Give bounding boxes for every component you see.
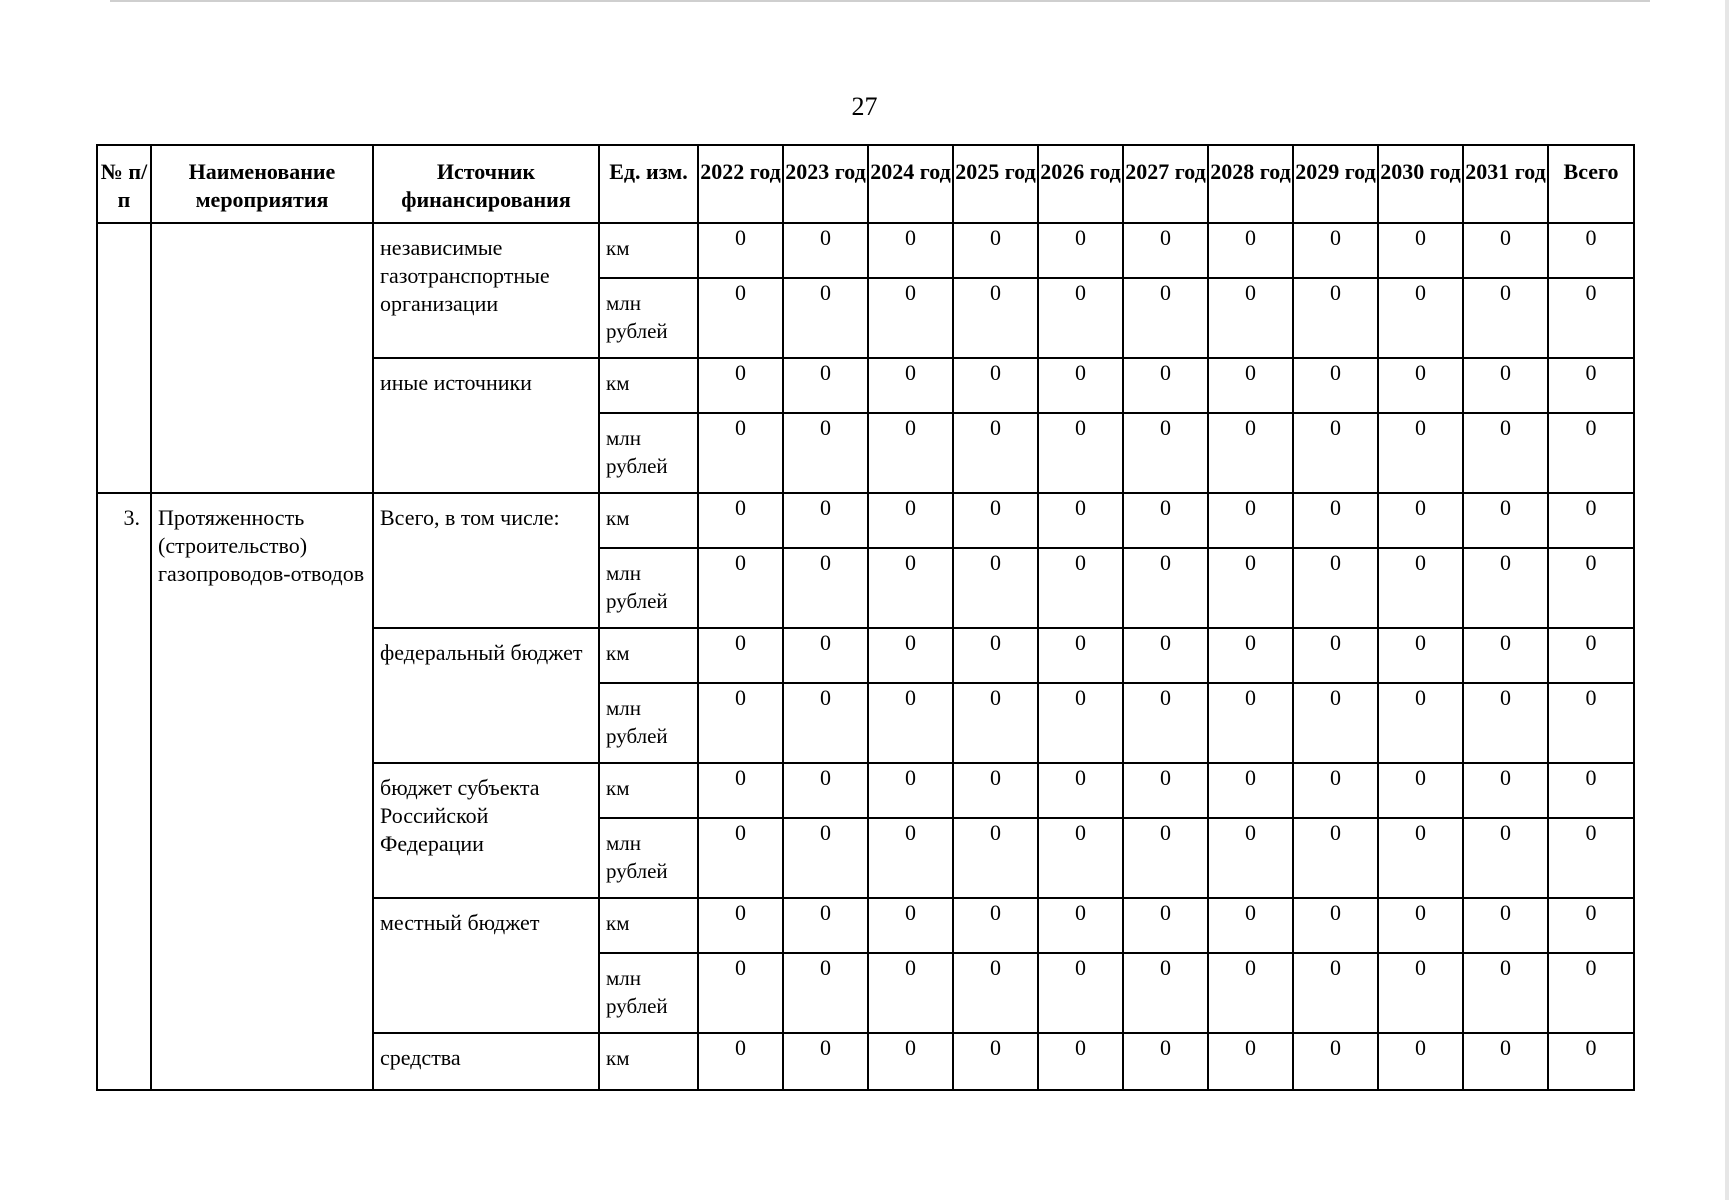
cell-total: 0 [1548, 763, 1634, 818]
unit-text: км [606, 236, 630, 260]
cell-value: 0 [1038, 413, 1123, 493]
cell-value: 0 [868, 818, 953, 898]
header-year-2025: 2025 год [953, 145, 1038, 223]
cell-total: 0 [1548, 278, 1634, 358]
cell-unit [599, 898, 698, 953]
cell-total: 0 [1548, 223, 1634, 278]
cell-value: 0 [1463, 953, 1548, 1033]
cell-value: 0 [953, 223, 1038, 278]
cell-value: 0 [1463, 1033, 1548, 1090]
unit-text: км [606, 371, 630, 395]
cell-value: 0 [1378, 493, 1463, 548]
cell-value: 0 [1208, 548, 1293, 628]
page-number: 27 [851, 92, 878, 121]
cell-value: 0 [1378, 763, 1463, 818]
cell-name [151, 493, 373, 1090]
item-number: 3. [123, 505, 140, 530]
cell-unit [599, 818, 698, 898]
cell-value: 0 [1378, 683, 1463, 763]
cell-value: 0 [698, 818, 783, 898]
cell-value: 0 [1378, 548, 1463, 628]
header-year-2027: 2027 год [1123, 145, 1208, 223]
unit-text: млн рублей [606, 831, 668, 883]
cell-value: 0 [1293, 493, 1378, 548]
cell-value: 0 [1208, 223, 1293, 278]
cell-value: 0 [1293, 358, 1378, 413]
cell-value: 0 [1038, 818, 1123, 898]
cell-value: 0 [1208, 953, 1293, 1033]
unit-text: млн рублей [606, 966, 668, 1018]
cell-name-empty [151, 223, 373, 493]
unit-text: км [606, 911, 630, 935]
cell-value: 0 [1038, 278, 1123, 358]
cell-unit [599, 1033, 698, 1090]
cell-unit [599, 278, 698, 358]
cell-value: 0 [1123, 278, 1208, 358]
cell-value: 0 [1208, 413, 1293, 493]
cell-unit [599, 223, 698, 278]
cell-value: 0 [1038, 763, 1123, 818]
cell-total: 0 [1548, 628, 1634, 683]
cell-value: 0 [868, 223, 953, 278]
cell-value: 0 [1038, 1033, 1123, 1090]
header-year-2029: 2029 год [1293, 145, 1378, 223]
cell-value: 0 [783, 683, 868, 763]
cell-unit [599, 493, 698, 548]
cell-value: 0 [1293, 898, 1378, 953]
cell-value: 0 [698, 278, 783, 358]
unit-text: км [606, 776, 630, 800]
cell-value: 0 [868, 278, 953, 358]
cell-value: 0 [1463, 548, 1548, 628]
cell-value: 0 [1123, 898, 1208, 953]
cell-value: 0 [1378, 278, 1463, 358]
cell-value: 0 [698, 763, 783, 818]
cell-value: 0 [783, 413, 868, 493]
cell-value: 0 [1293, 818, 1378, 898]
cell-value: 0 [1463, 413, 1548, 493]
cell-value: 0 [953, 818, 1038, 898]
cell-value: 0 [1208, 358, 1293, 413]
cell-total: 0 [1548, 358, 1634, 413]
cell-value: 0 [1463, 898, 1548, 953]
unit-text: км [606, 1046, 630, 1070]
cell-total: 0 [1548, 548, 1634, 628]
header-name: Наименование мероприятия [151, 145, 373, 223]
unit-text: млн рублей [606, 291, 668, 343]
cell-value: 0 [783, 223, 868, 278]
table-row [97, 223, 1634, 278]
cell-total: 0 [1548, 1033, 1634, 1090]
cell-value: 0 [1208, 818, 1293, 898]
cell-value: 0 [1208, 628, 1293, 683]
header-year-2031: 2031 год [1463, 145, 1548, 223]
cell-value: 0 [698, 628, 783, 683]
source-text: федеральный бюджет [380, 640, 583, 665]
cell-value: 0 [1378, 818, 1463, 898]
header-year-2030: 2030 год [1378, 145, 1463, 223]
cell-value: 0 [1038, 683, 1123, 763]
cell-unit [599, 763, 698, 818]
cell-value: 0 [1293, 548, 1378, 628]
cell-value: 0 [698, 493, 783, 548]
cell-value: 0 [698, 548, 783, 628]
cell-value: 0 [1208, 763, 1293, 818]
cell-value: 0 [1378, 223, 1463, 278]
cell-value: 0 [1293, 413, 1378, 493]
header-unit: Ед. изм. [599, 145, 698, 223]
cell-value: 0 [1463, 628, 1548, 683]
cell-value: 0 [1123, 953, 1208, 1033]
cell-total: 0 [1548, 683, 1634, 763]
cell-value: 0 [783, 1033, 868, 1090]
cell-value: 0 [868, 358, 953, 413]
header-total: Всего [1548, 145, 1634, 223]
cell-value: 0 [868, 763, 953, 818]
cell-value: 0 [783, 898, 868, 953]
cell-value: 0 [1378, 358, 1463, 413]
cell-value: 0 [868, 683, 953, 763]
cell-value: 0 [1038, 223, 1123, 278]
cell-total: 0 [1548, 953, 1634, 1033]
cell-value: 0 [868, 1033, 953, 1090]
cell-value: 0 [1293, 763, 1378, 818]
cell-unit [599, 953, 698, 1033]
cell-value: 0 [1463, 278, 1548, 358]
cell-value: 0 [953, 628, 1038, 683]
cell-value: 0 [1293, 953, 1378, 1033]
cell-value: 0 [868, 413, 953, 493]
cell-num [97, 493, 151, 1090]
cell-value: 0 [1293, 1033, 1378, 1090]
cell-value: 0 [1208, 1033, 1293, 1090]
cell-value: 0 [868, 953, 953, 1033]
cell-value: 0 [1123, 548, 1208, 628]
cell-unit [599, 548, 698, 628]
cell-total: 0 [1548, 493, 1634, 548]
unit-text: млн рублей [606, 561, 668, 613]
table-row [97, 493, 1634, 548]
cell-value: 0 [1208, 898, 1293, 953]
cell-value: 0 [953, 1033, 1038, 1090]
source-text: местный бюджет [380, 910, 540, 935]
unit-text: км [606, 506, 630, 530]
cell-value: 0 [953, 358, 1038, 413]
cell-value: 0 [783, 763, 868, 818]
source-text: независимые газотранспортные организации [380, 235, 550, 316]
header-year-2026: 2026 год [1038, 145, 1123, 223]
cell-value: 0 [698, 683, 783, 763]
cell-value: 0 [1208, 278, 1293, 358]
cell-total: 0 [1548, 898, 1634, 953]
cell-value: 0 [953, 493, 1038, 548]
header-year-2024: 2024 год [868, 145, 953, 223]
header-year-2022: 2022 год [698, 145, 783, 223]
source-text: иные источники [380, 370, 532, 395]
cell-value: 0 [698, 953, 783, 1033]
cell-value: 0 [1038, 628, 1123, 683]
header-num: № п/п [97, 145, 151, 223]
cell-value: 0 [1378, 1033, 1463, 1090]
cell-value: 0 [783, 278, 868, 358]
cell-value: 0 [783, 358, 868, 413]
cell-value: 0 [1123, 818, 1208, 898]
cell-value: 0 [953, 898, 1038, 953]
cell-value: 0 [868, 898, 953, 953]
cell-value: 0 [1378, 898, 1463, 953]
cell-unit [599, 683, 698, 763]
cell-unit [599, 358, 698, 413]
cell-value: 0 [953, 278, 1038, 358]
cell-value: 0 [783, 548, 868, 628]
cell-value: 0 [783, 493, 868, 548]
cell-source [373, 628, 599, 763]
funding-table [96, 144, 1635, 1091]
cell-value: 0 [1123, 683, 1208, 763]
cell-value: 0 [698, 223, 783, 278]
cell-source [373, 763, 599, 898]
cell-value: 0 [1123, 358, 1208, 413]
cell-value: 0 [1123, 413, 1208, 493]
unit-text: км [606, 641, 630, 665]
scan-edge-right [1725, 0, 1729, 1200]
cell-value: 0 [868, 493, 953, 548]
cell-value: 0 [783, 818, 868, 898]
cell-value: 0 [783, 953, 868, 1033]
header-source: Источник финансирования [373, 145, 599, 223]
cell-source [373, 223, 599, 358]
cell-value: 0 [1293, 628, 1378, 683]
cell-value: 0 [698, 898, 783, 953]
cell-value: 0 [783, 628, 868, 683]
scan-edge-top [110, 0, 1650, 2]
header-year-2023: 2023 год [783, 145, 868, 223]
unit-text: млн рублей [606, 696, 668, 748]
cell-value: 0 [698, 1033, 783, 1090]
cell-value: 0 [1038, 548, 1123, 628]
source-text: бюджет субъекта Российской Федерации [380, 775, 540, 856]
cell-value: 0 [1463, 493, 1548, 548]
cell-value: 0 [1293, 278, 1378, 358]
cell-value: 0 [1463, 818, 1548, 898]
cell-value: 0 [953, 413, 1038, 493]
cell-value: 0 [1038, 358, 1123, 413]
cell-value: 0 [698, 358, 783, 413]
cell-value: 0 [1123, 493, 1208, 548]
cell-value: 0 [1123, 763, 1208, 818]
cell-value: 0 [953, 683, 1038, 763]
cell-total: 0 [1548, 413, 1634, 493]
cell-value: 0 [1123, 223, 1208, 278]
cell-source [373, 358, 599, 493]
header-year-2028: 2028 год [1208, 145, 1293, 223]
cell-value: 0 [1123, 628, 1208, 683]
cell-value: 0 [1038, 493, 1123, 548]
cell-value: 0 [953, 763, 1038, 818]
source-text: средства [380, 1045, 461, 1070]
cell-unit [599, 413, 698, 493]
item-name: Протяженность (строительство) газопроводов-отводов [158, 505, 365, 586]
cell-total: 0 [1548, 818, 1634, 898]
cell-value: 0 [953, 548, 1038, 628]
cell-value: 0 [868, 628, 953, 683]
cell-value: 0 [1293, 683, 1378, 763]
cell-value: 0 [1378, 413, 1463, 493]
cell-value: 0 [1463, 763, 1548, 818]
cell-source [373, 1033, 599, 1090]
cell-value: 0 [1378, 628, 1463, 683]
cell-value: 0 [1463, 358, 1548, 413]
cell-num-empty [97, 223, 151, 493]
cell-value: 0 [1463, 683, 1548, 763]
cell-value: 0 [1293, 223, 1378, 278]
cell-value: 0 [698, 413, 783, 493]
cell-value: 0 [1038, 953, 1123, 1033]
cell-value: 0 [953, 953, 1038, 1033]
cell-value: 0 [868, 548, 953, 628]
cell-value: 0 [1208, 493, 1293, 548]
cell-value: 0 [1208, 683, 1293, 763]
cell-source [373, 493, 599, 628]
cell-source [373, 898, 599, 1033]
unit-text: млн рублей [606, 426, 668, 478]
cell-unit [599, 628, 698, 683]
cell-value: 0 [1378, 953, 1463, 1033]
cell-value: 0 [1123, 1033, 1208, 1090]
cell-value: 0 [1463, 223, 1548, 278]
table-header-row [97, 145, 1634, 223]
source-text: Всего, в том числе: [380, 505, 560, 530]
cell-value: 0 [1038, 898, 1123, 953]
